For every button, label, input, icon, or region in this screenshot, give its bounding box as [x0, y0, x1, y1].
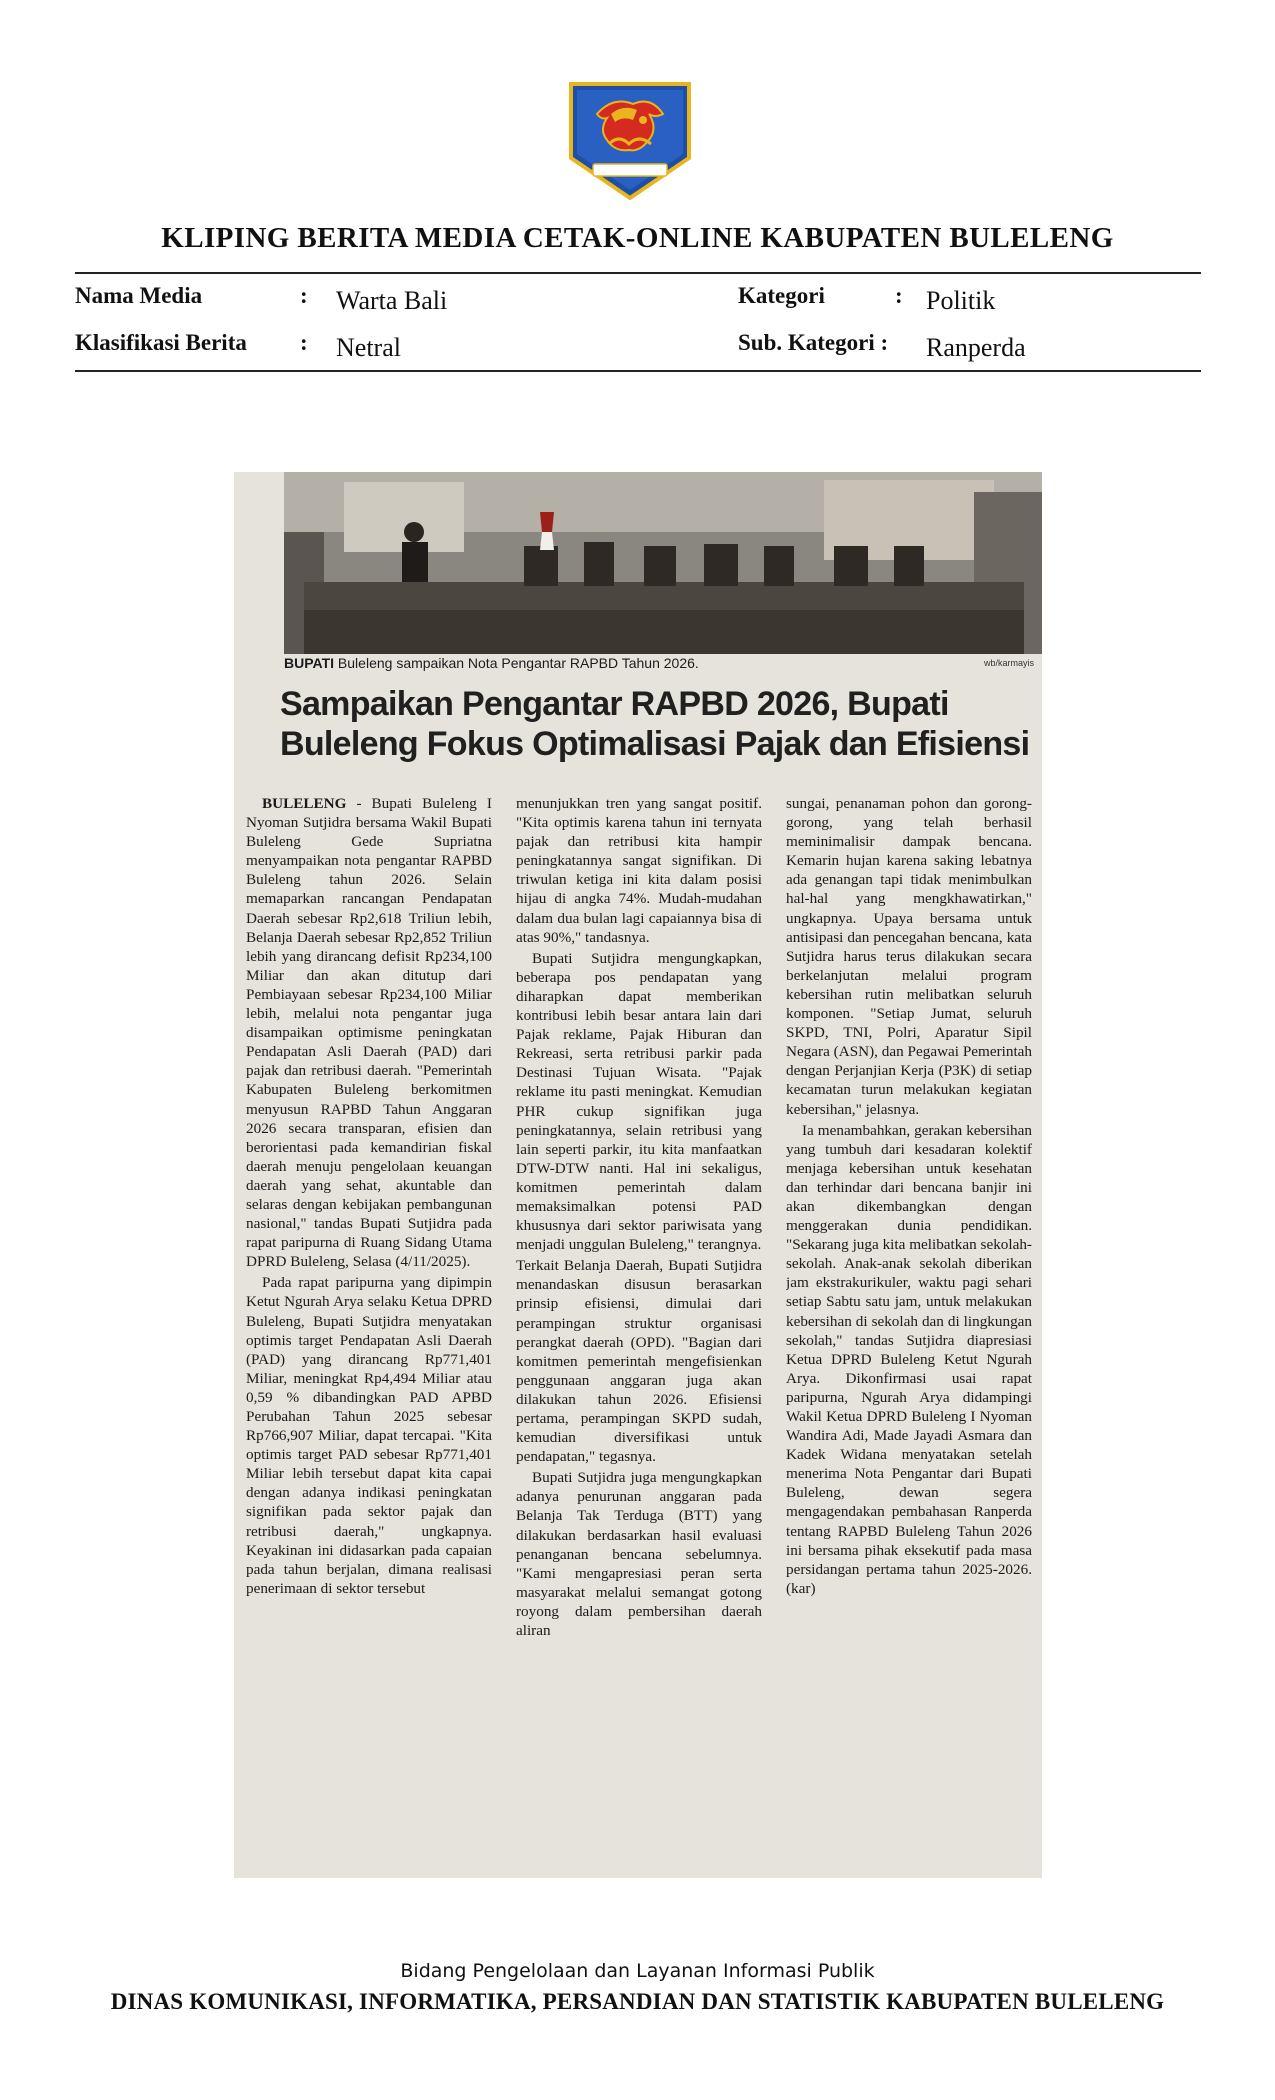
col1-paragraph-2: Pada rapat paripurna yang dipimpin Ketut Ngurah Arya selaku Ketua DPRD Buleleng, Bupati Sutjidra menyatakan optimis target Pendapatan Asli Daerah (PAD) yang dirancang Rp771,401 Miliar, meningkat Rp4,494 Miliar atau 0,59 % dibandingkan PAD APBD Perubahan Tahun 2025 sebesar Rp766,907 Miliar, dapat tercapai. "Kita optimis target PAD sebesar Rp771,401 Miliar lebih tersebut dapat kita capai dengan adanya indikasi peningkatan signifikan pada sektor pajak dan retribusi daerah," ungkapnya. Keyakinan ini didasarkan pada capaian pada tahun berjalan, dimana realisasi penerimaan di sektor tersebut: [246, 1274, 492, 1597]
media-colon: :: [300, 283, 308, 308]
page-title: KLIPING BERITA MEDIA CETAK-ONLINE KABUPATEN BULELENG: [161, 222, 1114, 254]
klasifikasi-colon: :: [300, 330, 308, 355]
caption-text: Buleleng sampaikan Nota Pengantar RAPBD Tahun 2026.: [334, 655, 699, 671]
klasifikasi-label: Klasifikasi Berita: [75, 330, 247, 355]
subkategori-label: Sub. Kategori :: [738, 330, 889, 355]
headline-line-1: Sampaikan Pengantar RAPBD 2026, Bupati: [280, 685, 949, 723]
col3-paragraph-2: Ia menambahkan, gerakan kebersihan yang tumbuh dari kesadaran kolektif menjaga kebersihan untuk kesehatan dan terhindar dari bencana banjir ini akan dikembangkan dengan menggerakan dunia pendidikan. "Sekarang juga kita melibatkan sekolah-sekolah. Anak-anak sekolah diberikan jam ekstrakurikuler, waktu pagi sehari setiap Sabtu satu jam, untuk melakukan kebersihan di sekolah dan di lingkungan sekolah," tandas Sutjidra diapresiasi Ketua DPRD Buleleng Ketut Ngurah Arya. Dikonfirmasi usai rapat paripurna, Ngurah Arya didampingi Wakil Ketua DPRD Buleleng I Nyoman Wandira Adi, Made Jayadi Asmara dan Kadek Widana menyatakan setelah menerima Nota Pengantar dari Bupati Buleleng, dewan segera mengagendakan pembahasan Ranperda tentang RAPBD Buleleng Tahun 2026 ini bersama pihak eksekutif pada masa persidangan pertama tahun 2025-2026. (kar): [786, 1121, 1032, 1597]
dateline: BULELENG: [262, 795, 347, 812]
col2-paragraph-3: Terkait Belanja Daerah, Bupati Sutjidra menandaskan disusun berasarkan prinsip efisiensi, dimulai dari perampingan struktur organisasi perangkat daerah (OPD). "Bagian dari komitmen pemerintah mengefisienkan penggunaan anggaran juga akan dilakukan tahun 2026. Efisiensi pertama, perampingan SKPD sudah, kemudian diversifikasi untuk pendapatan," tegasnya.: [516, 1257, 762, 1466]
headline-line-2: Buleleng Fokus Optimalisasi Pajak dan Efisiensi: [280, 725, 1030, 763]
header-divider-top: [75, 272, 1201, 274]
article-body: [246, 794, 1032, 1872]
article-column-3: [786, 794, 1032, 1872]
klasifikasi-value: Netral: [336, 333, 401, 362]
caption-bold: BUPATI: [284, 655, 335, 671]
photo-credit: wb/karmayis: [983, 658, 1034, 668]
col2-paragraph-4: Bupati Sutjidra juga mengungkapkan adanya penurunan anggaran pada Belanja Tak Terduga (BTT) yang dilakukan berdasarkan hasil evaluasi penanganan bencana sebelumnya. "Kami mengapresiasi peran serta masyarakat melalui semangat gotong royong dalam pembersihan daerah aliran: [516, 1469, 762, 1640]
kategori-value: Politik: [926, 286, 996, 315]
article-column-2: [516, 794, 762, 1872]
article-column-1: [246, 794, 492, 1872]
newspaper-clipping: [234, 472, 1042, 1878]
kategori-label: Kategori: [738, 283, 825, 308]
footer-division: Bidang Pengelolaan dan Layanan Informasi Publik: [400, 1960, 875, 1982]
media-value: Warta Bali: [336, 286, 448, 315]
media-label: Nama Media: [75, 283, 203, 308]
col2-paragraph-1: menunjukkan tren yang sangat positif. "Kita optimis karena tahun ini ternyata pajak dan retribusi kita hampir peningkatannya sangat signifikan. Di triwulan ketiga ini kita dalam posisi hijau di angka 74%. Mudah-mudahan dalam dua bulan lagi capaiannya bisa di atas 90%," tandasnya.: [516, 795, 762, 946]
footer-agency: DINAS KOMUNIKASI, INFORMATIKA, PERSANDIAN DAN STATISTIK KABUPATEN BULELENG: [110, 1989, 1165, 2014]
kategori-colon: :: [895, 283, 903, 308]
photo-caption: [284, 655, 1042, 675]
col2-paragraph-2: Bupati Sutjidra mengungkapkan, beberapa pos pendapatan yang diharapkan dapat memberikan kontribusi lebih besar antara lain dari Pajak reklame, Pajak Hiburan dan Rekreasi, serta retribusi parkir pada Destinasi Tujuan Wisata. "Pajak reklame itu pasti meningkat. Kemudian PHR cukup signifikan juga peningkatannya, selain retribusi yang lain seperti parkir, itu kita manfaatkan DTW-DTW nanti. Hal ini sekaligus, komitmen pemerintah dalam memaksimalkan potensi PAD khususnya dari sektor pariwisata yang menjadi unggulan Buleleng," terangnya.: [516, 949, 762, 1254]
col3-paragraph-1: sungai, penanaman pohon dan gorong-gorong, yang telah berhasil meminimalisir dampak bencana. Kemarin hujan karena saking lebatnya ada genangan tapi tidak menimbulkan hal-hal yang mengkhawatirkan," ungkapnya. Upaya bersama untuk antisipasi dan pencegahan bencana, kata Sutjidra harus terus dilakukan secara berkelanjutan melalui program kebersihan rutin melibatkan seluruh komponen. "Setiap Jumat, seluruh SKPD, TNI, Polri, Aparatur Sipil Negara (ASN), dan Pegawai Pemerintah dengan Perjanjian Kerja (P3K) di setiap kecamatan turun melakukan kegiatan kebersihan," jelasnya.: [786, 795, 1032, 1118]
news-photo: [284, 472, 1042, 654]
header-divider-bottom: [75, 370, 1201, 372]
buleleng-crest-logo: [563, 74, 697, 202]
col1-paragraph-1: - Bupati Buleleng I Nyoman Sutjidra bersama Wakil Bupati Buleleng Gede Supriatna menyampaikan nota pengantar RAPBD Buleleng tahun 2026. Selain memaparkan rancangan Pendapatan Daerah sebesar Rp2,618 Triliun lebih, Belanja Daerah sebesar Rp2,852 Triliun lebih yang dirancang defisit Rp234,100 Miliar dan akan ditutup dari Pembiayaan sebesar Rp234,100 Miliar lebih, melalui nota pengantar juga disampaikan optimisme peningkatan Pendapatan Asli Daerah (PAD) dari pajak dan retribusi daerah. "Pemerintah Kabupaten Buleleng berkomitmen menyusun RAPBD Tahun Anggaran 2026 secara transparan, efisien dan berorientasi pada kemandirian fiskal daerah menuju pengelolaan keuangan daerah yang sehat, akuntable dan selaras dengan kebijakan pembangunan nasional," tandas Bupati Sutjidra pada rapat paripurna di Ruang Sidang Utama DPRD Buleleng, Selasa (4/11/2025).: [246, 795, 492, 1271]
article-headline: [280, 684, 1030, 764]
crest-icon: [563, 74, 697, 202]
subkategori-value: Ranperda: [926, 333, 1026, 362]
